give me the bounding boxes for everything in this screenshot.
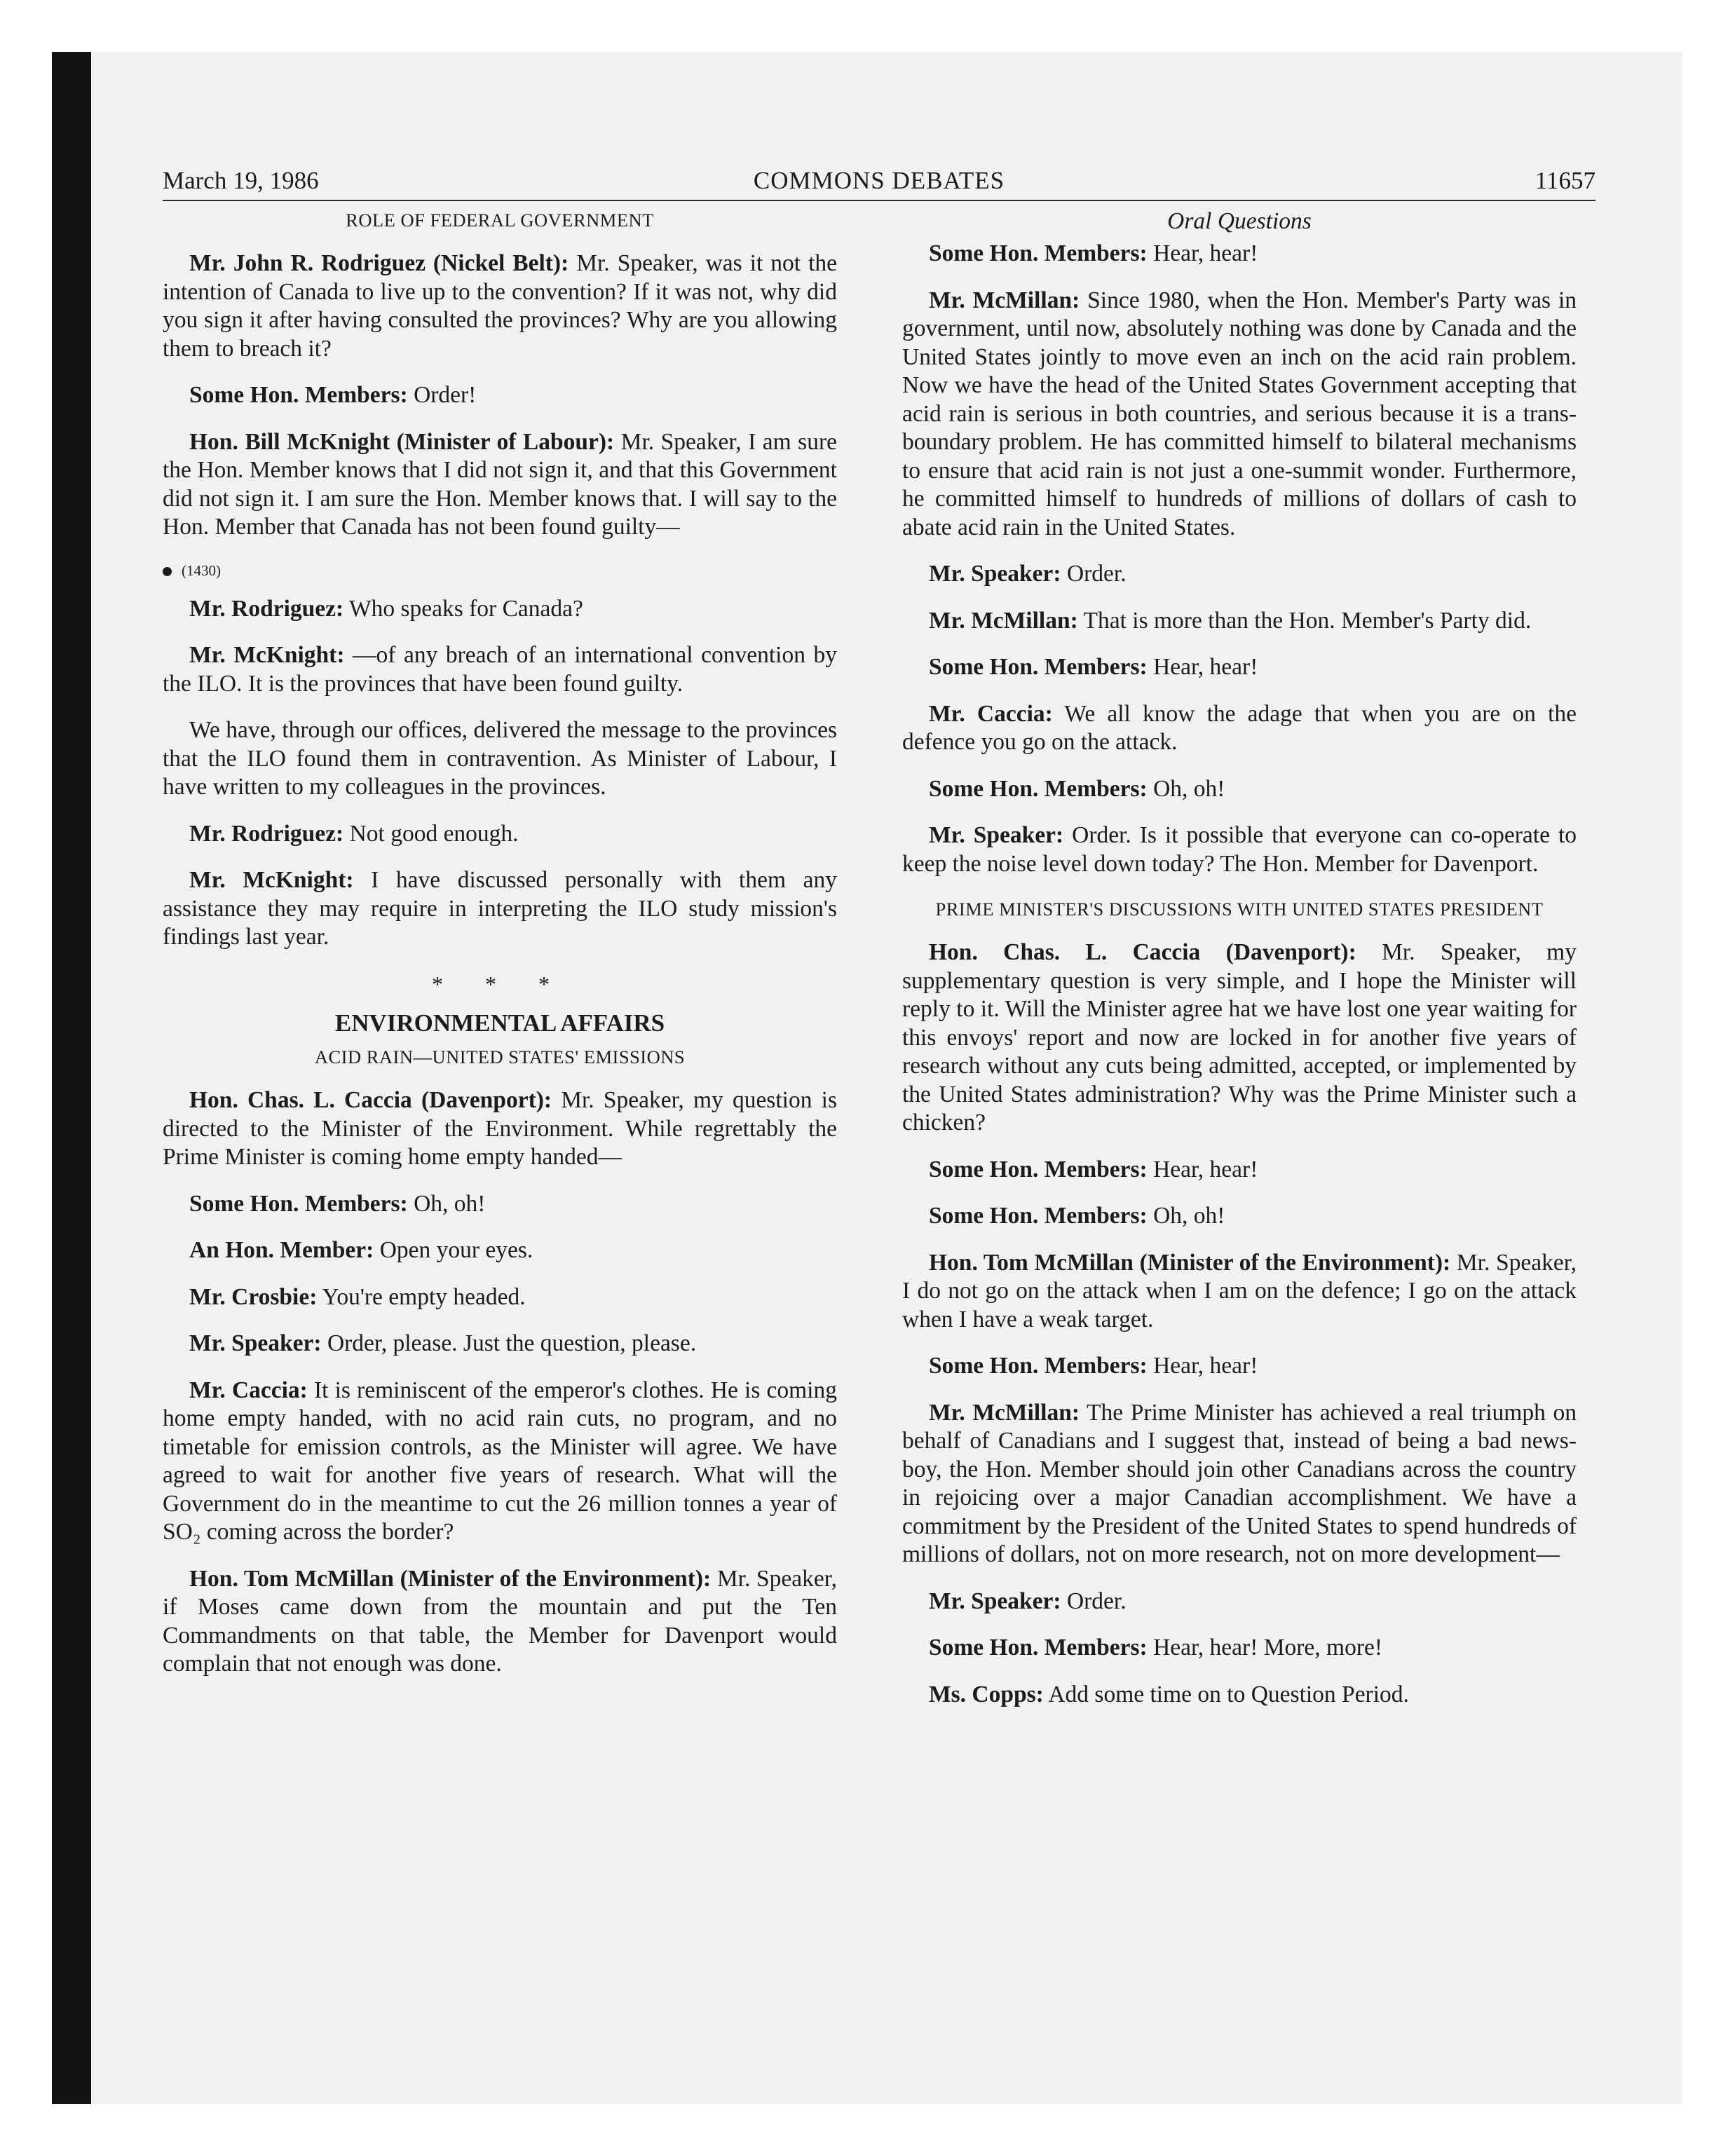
speaker-name: Some Hon. Members: [929,1353,1148,1379]
speech-text: Who speaks for Canada? [343,595,583,622]
speech-paragraph [163,428,837,542]
speaker-name: Some Hon. Members: [189,1190,408,1217]
speaker-name: Mr. Rodriguez: [189,595,344,622]
speech-paragraph [163,1236,837,1265]
speech-text: Hear, hear! [1147,240,1258,266]
speaker-name: Mr. Caccia: [189,1377,308,1403]
speech-paragraph [902,775,1577,804]
speaker-name: Hon. Chas. L. Caccia (Davenport): [189,1087,552,1113]
speaker-name: Some Hon. Members: [929,775,1148,802]
speaker-name: Mr. Caccia: [929,700,1053,727]
speaker-name: Some Hon. Members: [929,1203,1148,1229]
speech-paragraph [902,1681,1577,1710]
speaker-name: Mr. McKnight: [189,642,345,668]
time-marker [163,560,837,581]
speaker-name: Hon. Tom McMillan (Minister of the Environment): [189,1565,712,1592]
speech-text: Order. [1061,561,1127,587]
speaker-name: Hon. Tom McMillan (Minister of the Environment): [929,1249,1451,1276]
speech-paragraph [902,287,1577,543]
speech-paragraph [163,595,837,624]
speech-text: Order! [407,382,477,408]
speaker-name: An Hon. Member: [189,1237,374,1263]
speech-paragraph [163,866,837,952]
speaker-name: Mr. Rodriguez: [189,820,344,847]
speech-text: Mr. Speaker, was it not the intention of Canada to live up to the convention? If it was not, why did you sign it after having consulted the provinces? Why are you allowing them to breach it? [163,250,838,362]
speech-paragraph [902,240,1577,268]
speech-text: Order. [1061,1588,1127,1614]
speech-text: We all know the adage that when you are on the defence you go on the attack. [902,700,1577,755]
speaker-name: Mr. Speaker: [189,1330,322,1356]
speech-text: Not good enough. [343,820,519,847]
speech-paragraph [902,1588,1577,1616]
speaker-name: Mr. John R. Rodriguez (Nickel Belt): [189,250,569,276]
header-title: COMMONS DEBATES [753,167,1005,194]
speech-text: Mr. Speaker, my question is directed to the Minister of the Environment. While regrettably the Prime Minister is coming home empty handed— [163,1087,837,1170]
speech-text: You're empty headed. [317,1283,526,1310]
speech-paragraph [902,1156,1577,1185]
speech-paragraph [163,1086,837,1172]
speech-paragraph [163,641,837,698]
speaker-name: Some Hon. Members: [929,654,1148,680]
speech-text: —of any breach of an international convention by the ILO. It is the provinces that have been found guilty. [163,642,837,697]
speech-paragraph [902,1202,1577,1231]
section-subheading: PRIME MINISTER'S DISCUSSIONS WITH UNITED STATES PRESIDENT [935,899,1544,920]
section-subheading: ROLE OF FEDERAL GOVERNMENT [346,210,654,231]
speaker-name: Mr. Speaker: [929,822,1064,848]
speech-text: Hear, hear! [1147,1156,1258,1182]
speech-paragraph [163,250,837,363]
speech-text: Oh, oh! [1147,775,1225,802]
speech-paragraph [163,1565,837,1679]
time-stamp: (1430) [182,561,221,579]
speech-text: I have discussed personally with them any assistance they may require in interpreting the ILO study mission's findings last year. [163,867,837,950]
speech-text: Order, please. Just the question, please. [321,1330,697,1356]
speaker-name: Mr. McKnight: [189,867,354,893]
speaker-name: Mr. Speaker: [929,1588,1061,1614]
speech-paragraph [163,1377,837,1547]
speech-paragraph [902,560,1577,589]
speech-paragraph [163,1330,837,1358]
speech-paragraph [902,1352,1577,1381]
speech-text: Mr. Speaker, my supplementary question is very simple, and I hope the Minister will reply to it. Will the Minister agree hat we have lost one year waiting for this envoys' report and now are locked in for another five years of research without any cuts being admitted, accepted, or implemented by the United States administration? Why was the Prime Minister such a chicken? [902,939,1577,1135]
speech-text: Oh, oh! [407,1190,486,1217]
speech-text: Order. Is it possible that everyone can co-operate to keep the noise level down today? The Hon. Member for Davenport. [902,822,1577,877]
left-column [163,207,837,1697]
speaker-name: Mr. McMillan: [929,287,1080,313]
speech-paragraph [902,700,1577,757]
speech-text: Add some time on to Question Period. [1043,1681,1409,1707]
speech-text: It is reminiscent of the emperor's clothes. He is coming home empty handed, with no acid rain cuts, no program, and no timetable for emission controls, as the Minister will agree. We have agreed to wait for another five years of research. What will the Government do in the meantime to cut the 26 million tonnes a year of SO₂ coming across the border? [163,1377,837,1545]
speech-text: Hear, hear! [1147,654,1258,680]
speaker-name: Some Hon. Members: [929,240,1148,266]
speech-paragraph [163,716,837,802]
speech-paragraph [902,939,1577,1138]
speech-paragraph [902,821,1577,878]
speaker-name: Mr. McMillan: [929,607,1078,634]
speaker-name: Mr. Speaker: [929,561,1061,587]
speech-paragraph [902,1634,1577,1663]
speech-text: That is more than the Hon. Member's Party did. [1077,607,1532,634]
header-page-number: 11657 [1535,167,1595,194]
bullet-icon [163,567,172,576]
speaker-name: Some Hon. Members: [189,382,408,408]
header-rule [163,200,1595,201]
speech-text: Mr. Speaker, if Moses came down from the mountain and put the Ten Commandments on that table, the Member for Davenport would complain that not enough was done. [163,1565,837,1677]
speaker-name: Hon. Bill McKnight (Minister of Labour): [189,428,615,455]
speech-text: The Prime Minister has achieved a real triumph on behalf of Canadians and I suggest that, instead of being a bad news-boy, the Hon. Member should join other Canadians across the country in rejoicing over a major Canadian accomplishment. We have a commitment by the President of the United States to spend hundreds of millions of dollars, not on more research, not on more development— [902,1399,1577,1567]
section-subheading: ACID RAIN—UNITED STATES' EMISSIONS [314,1046,686,1067]
speaker-name: Ms. Copps: [929,1681,1044,1707]
speaker-name: Hon. Chas. L. Caccia (Davenport): [929,939,1356,965]
speaker-name: Mr. Crosbie: [189,1283,318,1310]
speaker-name: Some Hon. Members: [929,1635,1148,1660]
speech-paragraph [163,381,837,410]
binding-edge [52,52,91,2104]
page-header [163,163,1595,199]
running-section-title: Oral Questions [1167,208,1312,234]
speech-text: Hear, hear! [1147,1353,1258,1379]
section-break: * * * [432,971,568,997]
speech-paragraph [163,1283,837,1312]
speech-text: We have, through our offices, delivered the message to the provinces that the ILO found them in contravention. As Minister of Labour, I have written to my colleagues in the provinces. [163,717,837,800]
speech-paragraph [902,653,1577,682]
speaker-name: Some Hon. Members: [929,1156,1148,1182]
speaker-name: Mr. McMillan: [929,1399,1080,1426]
speech-paragraph [902,607,1577,636]
speech-paragraph [902,1249,1577,1335]
speech-paragraph [163,820,837,849]
speech-text: Open your eyes. [374,1237,533,1263]
header-date: March 19, 1986 [163,167,319,194]
speech-text: Hear, hear! More, more! [1147,1635,1383,1660]
speech-text: Mr. Speaker, I am sure the Hon. Member knows that I did not sign it, and that this Government did not sign it. I am sure the Hon. Member knows that. I will say to the Hon. Member that Canada has not been found guilty— [163,428,837,540]
speech-paragraph [902,1399,1577,1569]
section-heading: ENVIRONMENTAL AFFAIRS [334,1009,665,1037]
speech-text: Since 1980, when the Hon. Member's Party was in government, until now, absolutely nothing was done by Canada and the United States jointly to move even an inch on the acid rain problem. Now we have the head of the United States Government accepting that acid rain is serious in both countries, and serious because it is a trans-boundary problem. He has committed himself to bilateral mechanisms to ensure that acid rain is not just a one-summit wonder. Furthermore, he committed himself to hundreds of millions of dollars of cash to abate acid rain in the United States. [902,287,1577,540]
speech-text: Oh, oh! [1147,1203,1225,1229]
speech-paragraph [163,1190,837,1219]
right-column [902,207,1577,1727]
speech-text: Mr. Speaker, I do not go on the attack when I am on the defence; I go on the attack when I have a weak target. [902,1249,1577,1332]
